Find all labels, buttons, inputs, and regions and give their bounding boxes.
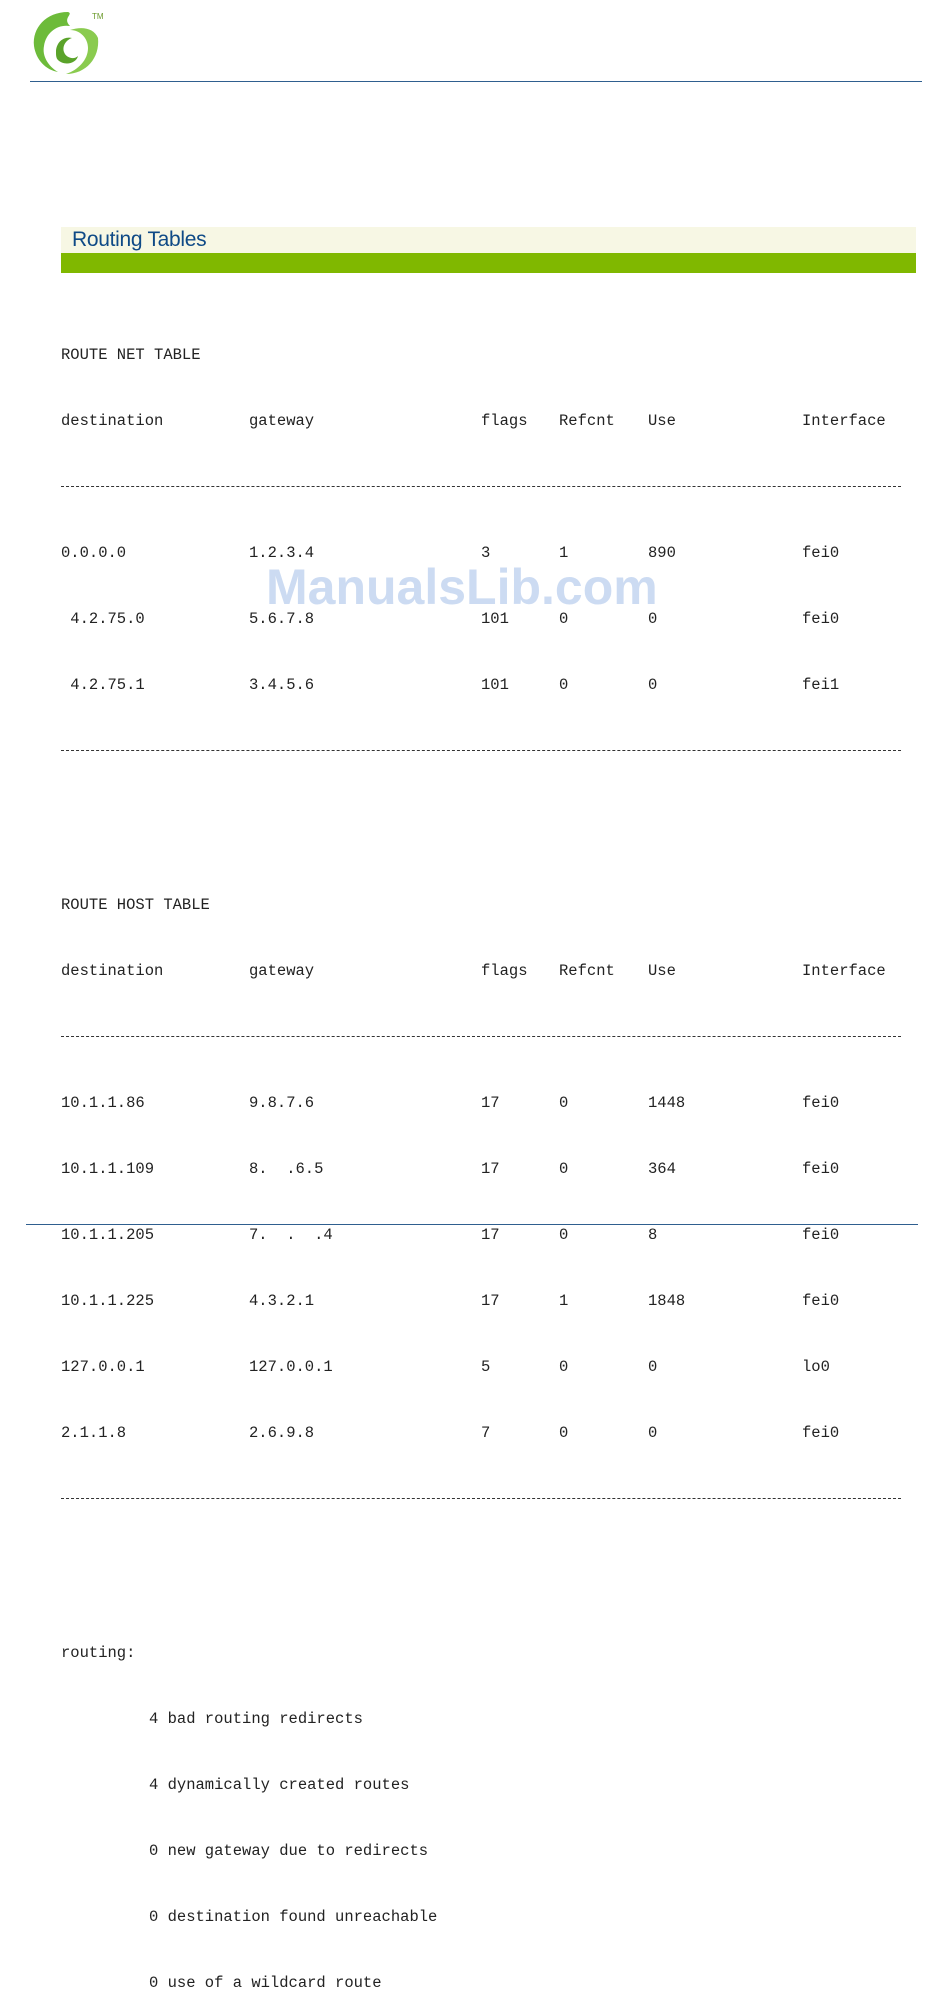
destination-cell: 10.1.1.225 (61, 1292, 155, 1310)
flags-cell: 101 (481, 676, 509, 694)
table-row (61, 608, 921, 630)
dashed-separator (61, 1488, 921, 1510)
destination-cell: 4.2.75.0 (61, 610, 145, 628)
net-table-header-row (61, 410, 921, 432)
column-header: gateway (249, 412, 315, 430)
trademark-mark: TM (92, 12, 104, 21)
table-row (61, 674, 921, 696)
destination-cell: 10.1.1.86 (61, 1094, 145, 1112)
column-header: flags (481, 412, 528, 430)
flags-cell: 101 (481, 610, 509, 628)
destination-cell: 10.1.1.109 (61, 1160, 155, 1178)
section-accent-bar (61, 253, 916, 273)
table-row (61, 1356, 921, 1378)
refcnt-cell: 0 (559, 1160, 569, 1178)
section-header (61, 227, 916, 253)
flags-cell: 5 (481, 1358, 491, 1376)
destination-cell: 0.0.0.0 (61, 544, 127, 562)
use-cell: 8 (648, 1226, 658, 1244)
refcnt-cell: 0 (559, 1424, 569, 1442)
interface-cell: fei1 (802, 676, 840, 694)
routing-stat: 4 dynamically created routes (149, 1776, 410, 1794)
host-table-heading: ROUTE HOST TABLE (61, 896, 210, 914)
flags-cell: 7 (481, 1424, 491, 1442)
use-cell: 1448 (648, 1094, 686, 1112)
routing-stats-label: routing: (61, 1644, 136, 1662)
host-table-header-row (61, 960, 921, 982)
dashed-separator (61, 476, 921, 498)
refcnt-cell: 0 (559, 1226, 569, 1244)
table-row (61, 1092, 921, 1114)
flags-cell: 17 (481, 1226, 500, 1244)
dashed-separator (61, 740, 921, 762)
interface-cell: fei0 (802, 544, 840, 562)
flags-cell: 3 (481, 544, 491, 562)
use-cell: 0 (648, 1358, 658, 1376)
column-header: Interface (802, 962, 886, 980)
flags-cell: 17 (481, 1094, 500, 1112)
interface-cell: fei0 (802, 610, 840, 628)
use-cell: 364 (648, 1160, 676, 1178)
dashed-separator (61, 1026, 921, 1048)
column-header: Use (648, 412, 676, 430)
column-header: destination (61, 962, 164, 980)
use-cell: 0 (648, 676, 658, 694)
gateway-cell: 4.3.2.1 (249, 1292, 315, 1310)
gateway-cell: 3.4.5.6 (249, 676, 315, 694)
footer-rule (26, 1224, 918, 1225)
interface-cell: fei0 (802, 1160, 840, 1178)
use-cell: 890 (648, 544, 676, 562)
routing-stat: 0 new gateway due to redirects (149, 1842, 429, 1860)
gateway-cell: 7. . .4 (249, 1226, 333, 1244)
destination-cell: 10.1.1.205 (61, 1226, 155, 1244)
use-cell: 1848 (648, 1292, 686, 1310)
routing-stat: 0 destination found unreachable (149, 1908, 438, 1926)
column-header: Refcnt (559, 412, 615, 430)
console-output (61, 300, 921, 2016)
gateway-cell: 9.8.7.6 (249, 1094, 315, 1112)
interface-cell: lo0 (802, 1358, 830, 1376)
interface-cell: fei0 (802, 1226, 840, 1244)
table-row (61, 1224, 921, 1246)
gateway-cell: 1.2.3.4 (249, 544, 315, 562)
use-cell: 0 (648, 610, 658, 628)
gateway-cell: 5.6.7.8 (249, 610, 315, 628)
column-header: Refcnt (559, 962, 615, 980)
refcnt-cell: 0 (559, 1094, 569, 1112)
routing-stat: 4 bad routing redirects (149, 1710, 363, 1728)
gateway-cell: 127.0.0.1 (249, 1358, 333, 1376)
table-row (61, 1290, 921, 1312)
column-header: Interface (802, 412, 886, 430)
column-header: Use (648, 962, 676, 980)
table-row (61, 1422, 921, 1444)
table-row (61, 1158, 921, 1180)
interface-cell: fei0 (802, 1424, 840, 1442)
routing-stat: 0 use of a wildcard route (149, 1974, 382, 1992)
watermark-text: ManualsLib.com (266, 559, 658, 615)
section-title: Routing Tables (72, 228, 207, 251)
interface-cell: fei0 (802, 1094, 840, 1112)
gateway-cell: 2.6.9.8 (249, 1424, 315, 1442)
destination-cell: 2.1.1.8 (61, 1424, 127, 1442)
column-header: flags (481, 962, 528, 980)
interface-cell: fei0 (802, 1292, 840, 1310)
gateway-cell: 8. .6.5 (249, 1160, 324, 1178)
refcnt-cell: 0 (559, 676, 569, 694)
net-table-heading: ROUTE NET TABLE (61, 346, 201, 364)
destination-cell: 127.0.0.1 (61, 1358, 145, 1376)
refcnt-cell: 0 (559, 610, 569, 628)
column-header: destination (61, 412, 164, 430)
table-row (61, 542, 921, 564)
header-rule (30, 81, 922, 82)
use-cell: 0 (648, 1424, 658, 1442)
flags-cell: 17 (481, 1292, 500, 1310)
flags-cell: 17 (481, 1160, 500, 1178)
refcnt-cell: 0 (559, 1358, 569, 1376)
refcnt-cell: 1 (559, 1292, 569, 1310)
refcnt-cell: 1 (559, 544, 569, 562)
destination-cell: 4.2.75.1 (61, 676, 145, 694)
column-header: gateway (249, 962, 315, 980)
